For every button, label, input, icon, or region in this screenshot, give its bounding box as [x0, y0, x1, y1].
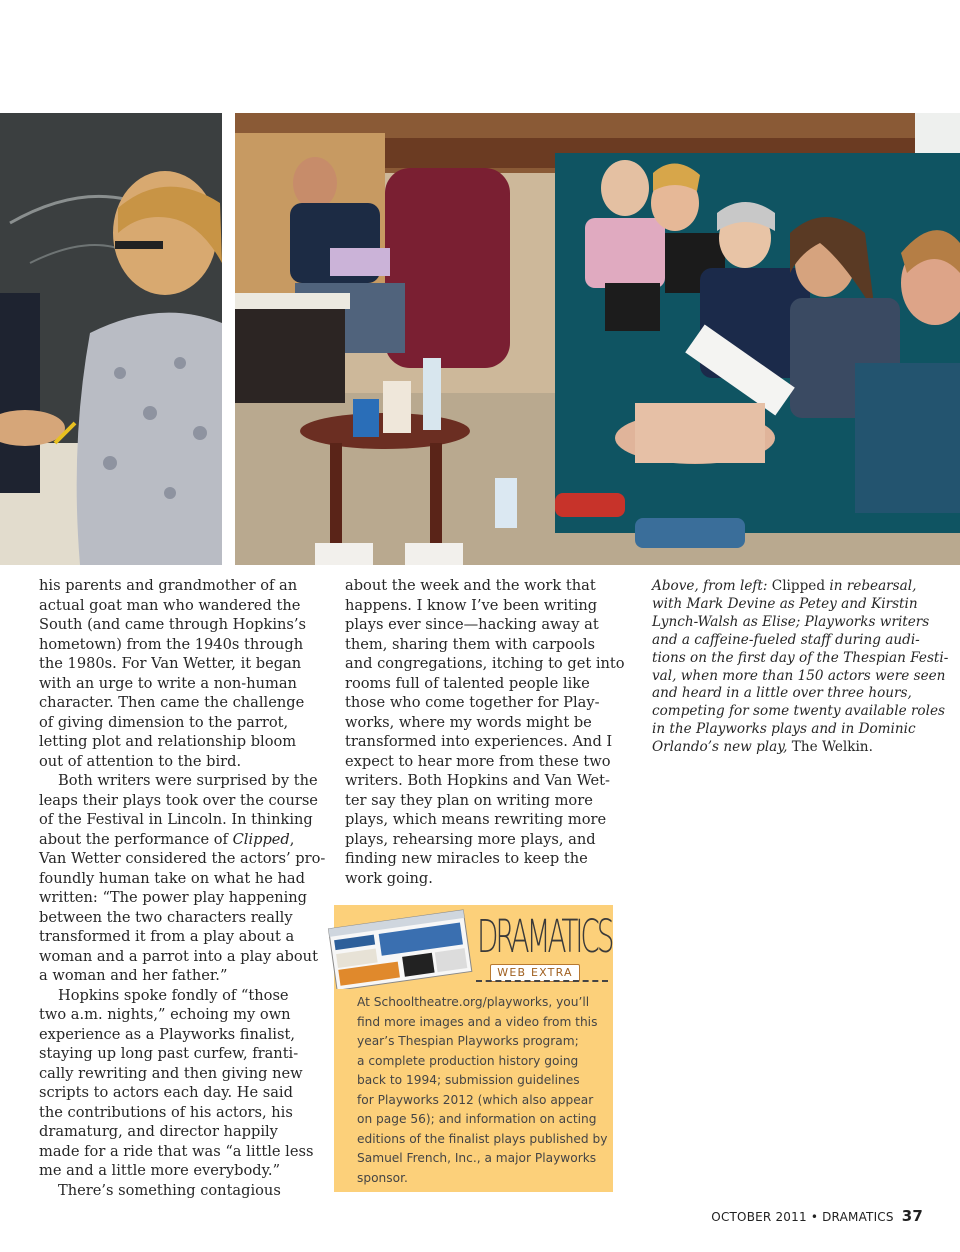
text-line: hometown) from the 1940s through	[39, 635, 304, 653]
text-line: Samuel French, Inc., a major Playworks	[357, 1151, 597, 1165]
text-line: works, where my words might be	[345, 713, 592, 731]
web-extra-box	[334, 905, 613, 1192]
text-line: rooms full of talented people like	[345, 674, 590, 692]
text-line: experience as a Playworks finalist,	[39, 1025, 295, 1043]
dashed-divider	[476, 980, 608, 982]
photo-playwrights-audience	[235, 113, 960, 565]
text-line: leaps their plays took over the course	[39, 791, 318, 809]
text-line: me and a little more everybody.”	[39, 1162, 281, 1179]
text-line: transformed into experiences. And I	[345, 733, 613, 750]
photo-caption	[652, 578, 949, 757]
text-line: written: “The power play happening	[39, 889, 308, 906]
text-line: writers. Both Hopkins and Van Wet-	[345, 772, 610, 789]
text-line: Hopkins spoke fondly of “those	[58, 986, 289, 1004]
text-line: about the performance of Clipped,	[39, 830, 295, 848]
text-line: year’s Thespian Playworks program;	[357, 1034, 579, 1048]
text-line: sponsor.	[357, 1170, 408, 1185]
caption-line: Lynch-Walsh as Elise; Playworks writers	[652, 613, 930, 630]
text-line: woman and a parrot into a play about	[39, 947, 318, 965]
text-line: At Schooltheatre.org/playworks, you’ll	[357, 995, 590, 1009]
paragraph	[39, 576, 311, 771]
text-line: scripts to actors each day. He said	[39, 1084, 293, 1101]
issue-label: OCTOBER 2011 • DRAMATICS	[711, 1210, 894, 1224]
article-column-2	[345, 576, 625, 888]
text-line: back to 1994; submission guidelines	[357, 1073, 580, 1087]
paragraph	[345, 576, 625, 888]
text-line: staying up long past curfew, franti-	[39, 1045, 299, 1062]
text-line: with an urge to write a non-human	[39, 674, 297, 692]
caption-line: competing for some twenty available roles	[652, 703, 945, 720]
text-line: Van Wetter considered the actors’ pro-	[39, 850, 326, 867]
text-line: a complete production history going	[357, 1053, 579, 1068]
text-line: There’s something contagious	[58, 1181, 281, 1199]
text-line: find more images and a video from this	[357, 1014, 598, 1029]
caption-line: val, when more than 150 actors were seen	[652, 667, 946, 684]
caption-line: tions on the first day of the Thespian Festi-	[652, 649, 949, 666]
text-line: expect to hear more from these two	[345, 752, 611, 770]
text-line: character. Then came the challenge	[39, 694, 305, 711]
web-extra-badge: WEB EXTRA	[490, 964, 580, 982]
page-footer	[711, 1207, 923, 1225]
photo-chalkboard-rehearsal	[0, 113, 222, 565]
paragraph	[39, 771, 326, 986]
text-line: finding new miracles to keep the	[345, 850, 588, 867]
caption-line: Orlando’s new play, The Welkin.	[652, 739, 873, 756]
text-line: of the Festival in Lincoln. In thinking	[39, 811, 313, 828]
text-line: cally rewriting and then giving new	[39, 1064, 303, 1082]
paragraph	[39, 1181, 311, 1201]
caption-line: and heard in a little over three hours,	[652, 685, 912, 702]
text-line: plays, rehearsing more plays, and	[345, 830, 596, 848]
text-line: of giving dimension to the parrot,	[39, 713, 289, 731]
text-line: Both writers were surprised by the	[58, 772, 318, 789]
paragraph	[39, 986, 314, 1181]
text-line: his parents and grandmother of an	[39, 577, 298, 594]
dramatics-logo: DRAMATICS	[477, 910, 612, 963]
text-line: a woman and her father.”	[39, 967, 228, 984]
text-line: the contributions of his actors, his	[39, 1103, 293, 1121]
caption-line: in the Playworks plays and in Dominic	[652, 721, 916, 738]
text-line: about the week and the work that	[345, 577, 596, 594]
text-line: made for a ride that was “a little less	[39, 1142, 314, 1160]
text-line: foundly human take on what he had	[39, 869, 305, 887]
caption-line: and a caffeine-fueled staff during audi-	[652, 631, 920, 648]
text-line: letting plot and relationship bloom	[39, 733, 297, 750]
text-line: actual goat man who wandered the	[39, 596, 301, 614]
text-line: for Playworks 2012 (which also appear	[357, 1092, 594, 1107]
page-number: 37	[901, 1207, 923, 1225]
article-column-1	[39, 576, 326, 1200]
text-line: dramaturg, and director happily	[39, 1123, 278, 1140]
caption-line: Above, from left: Clipped in rebearsal,	[652, 578, 917, 594]
text-line: work going.	[345, 869, 433, 887]
text-line: plays ever since—hacking away at	[345, 616, 599, 633]
text-line: on page 56); and information on acting	[357, 1112, 597, 1126]
text-line: them, sharing them with carpools	[345, 635, 595, 653]
text-line: those who come together for Play-	[345, 694, 600, 711]
text-line: happens. I know I’ve been writing	[345, 596, 598, 614]
text-line: out of attention to the bird.	[39, 752, 242, 770]
text-line: editions of the finalist plays published by	[357, 1131, 608, 1146]
web-extra-text	[357, 993, 609, 1188]
text-line: the 1980s. For Van Wetter, it began	[39, 655, 302, 672]
text-line: ter say they plan on writing more	[345, 791, 593, 809]
website-thumbnail	[326, 909, 476, 989]
text-line: transformed it from a play about a	[39, 928, 295, 945]
text-line: and congregations, itching to get into	[345, 655, 625, 672]
play-title: Clipped	[232, 830, 290, 848]
text-line: between the two characters really	[39, 908, 293, 926]
caption-line: with Mark Devine as Petey and Kirstin	[652, 595, 918, 612]
text-line: two a.m. nights,” echoing my own	[39, 1006, 291, 1023]
text-line: plays, which means rewriting more	[345, 811, 607, 828]
text-line: South (and came through Hopkins’s	[39, 616, 307, 633]
